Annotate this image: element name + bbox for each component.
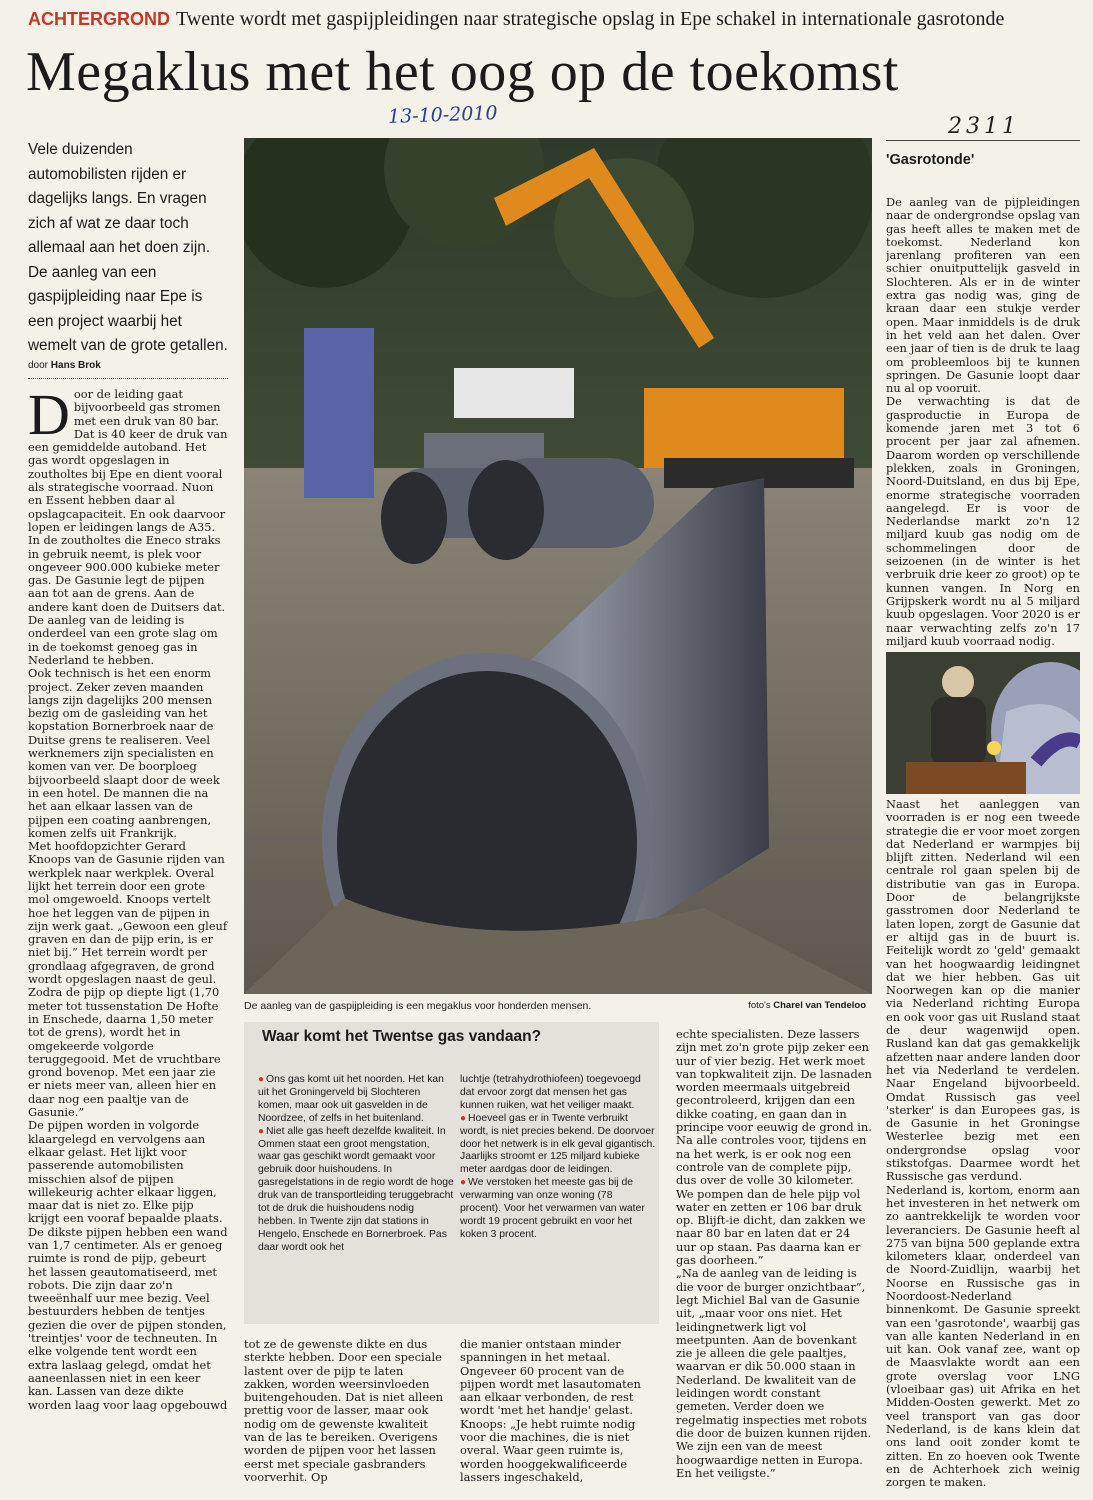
bullet-icon: ● <box>460 1112 467 1124</box>
info-box <box>244 1022 659 1324</box>
info-box-item <box>258 1126 454 1255</box>
article-paragraph: „Na de aanleg van de leiding is die voor de burger onzichtbaar”, legt Michiel Bal van de Gasunie uit, „maar voor ons niet. Het leidingnetwerk ligt vol meetpunten. Aan de bovenkant zie je alleen die gele paaltjes, waarvan er dik 50.000 staan in Nederland. De kwaliteit van de leidingen wordt constant gemeten. Verder doen we regelmatig inspecties met robots die door de buizen kunnen rijden. We zijn een van de meest hoogwaardige netten in Europa. En het veiligste.” <box>676 1266 872 1480</box>
photo-credit <box>748 1000 866 1011</box>
article-column-1 <box>28 388 228 1498</box>
article-column-2a <box>244 1338 444 1498</box>
photo-credit-prefix: foto's <box>748 1000 771 1011</box>
info-box-item-text: We verstoken het meeste gas bij de verwarming van onze woning (78 procent). Voor het verwarmen van water wordt 19 procent gebruikt en voor het koken 3 procent. <box>460 1177 645 1240</box>
sidebar-column-top <box>886 196 1080 648</box>
photo-credit-name: Charel van Tendeloo <box>773 1000 866 1011</box>
handwritten-date: 13-10-2010 <box>387 102 498 128</box>
info-box-item-text: Ons gas komt uit het noorden. Het kan uit het Groningerveld bij Slochteren komen, maar ook uit gasvelden in de Noordzee, of zelfs in het buitenland. <box>258 1074 444 1124</box>
sidebar-title: 'Gasrotonde' <box>886 152 975 168</box>
article-paragraph: Ook technisch is het een enorm project. Zeker zeven maanden langs zijn dagelijks 200 mensen bezig om de gasleiding van het kopstation Bornerbroek naar de Duitse grens te realiseren. Veel werknemers zijn specialisten en komen van ver. De boorploeg bijvoorbeeld slaapt door de week in een hotel. De mannen die na het aan elkaar lassen van de pijpen een coating aanbrengen, komen zelfs uit Frankrijk. <box>28 666 220 840</box>
info-box-continuation: luchtje (tetrahydrothiofeen) toegevoegd dat ervoor zorgt dat mensen het gas kunnen ruiken, wat het veiliger maakt. <box>460 1074 641 1111</box>
byline-rule <box>28 378 228 379</box>
article-paragraph: die manier ontstaan minder spanningen in het metaal. Ongeveer 60 procent van de pijpen wordt met lasautomaten aan elkaar verbonden, de rest wordt 'met het handje' gelast. Knoops: „Je hebt ruimte nodig voor die machines, die is niet overal. Waar geen ruimte is, worden hooggekwalificeerde lassers ingeschakeld, <box>460 1338 641 1484</box>
article-paragraph: oor de leiding gaat bijvoorbeeld gas stromen met een druk van 80 bar. Dat is 40 keer de druk van een gemiddelde autoband. Het gas wordt opgeslagen in zoutholtes bij Epe en dient vooral als strategische voorraad. Nuon en Essent hebben daar al opslagcapaciteit. En ook daarvoor lopen er leidingen langs de A35. <box>28 388 228 534</box>
pipeline-photo-drawing <box>244 138 872 994</box>
article-column-2b <box>460 1338 660 1498</box>
bullet-icon: ● <box>258 1125 265 1137</box>
welder-photo <box>886 652 1080 794</box>
byline-prefix: door <box>28 360 49 371</box>
photo-caption <box>244 1000 872 1012</box>
info-box-item-text: Hoeveel gas er in Twente verbruikt wordt, is niet precies bekend. De doorvoer door het netwerk is in elk geval gigantisch. Jaarlijks stroomt er 125 miljard kubieke meter aardgas door de leidingen. <box>460 1112 656 1176</box>
handwritten-number: 2311 <box>948 114 1020 139</box>
info-box-column-2 <box>460 1074 656 1242</box>
topline-subhead: Twente wordt met gaspijpleidingen naar strategische opslag in Epe schakel in internationale gasrotonde <box>176 8 1005 30</box>
photo-caption-text: De aanleg van de gaspijpleiding is een megaklus voor honderden mensen. <box>244 1000 592 1012</box>
article-paragraph: echte specialisten. Deze lassers zijn met zo'n grote pijp zeker een uur of vier bezig. Het werk moet van topkwaliteit zijn. De lasnaden worden meermaals uitgebreid gecontroleerd, krijgen dan een dikke coating, en gaan dan in principe voor eeuwig de grond in. Na alle controles voor, tijdens en na het werk, is er ook nog een controle van de complete pijp, dus over de volle 30 kilometer. We pompen dan de hele pijp vol water en zetten er 106 bar druk op. Blijft-ie dicht, dan zakken we naar 80 bar en laten dat er 24 uur op staan. Pas daarna kan er gas doorheen.” <box>676 1028 872 1268</box>
info-box-column-1 <box>258 1074 454 1255</box>
article-column-3 <box>676 1028 872 1498</box>
info-box-item <box>258 1074 454 1126</box>
byline <box>28 360 228 371</box>
info-box-item <box>460 1177 656 1242</box>
info-box-item-text: Niet alle gas heeft dezelfde kwaliteit. In Ommen staat een groot mengstation, waar gas geschikt wordt gemaakt voor gebruik door huishoudens. In gasregelstations in de regio wordt de hoge druk van de transportleiding teruggebracht tot de druk die huishoudens nodig hebben. In Twente zijn dat stations in Hengelo, Enschede en Bornerbroek. Pas daar wordt ook het <box>258 1125 454 1253</box>
dropcap: D <box>28 388 70 447</box>
sidebar-column-bottom <box>886 798 1080 1498</box>
sidebar-paragraph: De verwachting is dat de gasproductie in Europa de komende jaren met 3 tot 6 procent per jaar zal afnemen. Daarom worden op verschillende plekken, zoals in Groningen, Noord-Duitsland, en dus bij Epe, enorme strategische voorraden aangelegd. Er is voor de Nederlandse markt zo'n 12 miljard kuub gas nodig om de schommelingen door de seizoenen (in de winter is het verbruik drie keer zo groot) op te kunnen vangen. In Norg en Grijpskerk wordt nu al 5 miljard kuub opgeslagen. Voor 2020 is er naar verwachting zelfs zo'n 17 miljard kuub voorraad nodig. <box>886 394 1080 648</box>
sidebar-rule <box>886 140 1080 141</box>
byline-author: Hans Brok <box>50 360 101 371</box>
article-paragraph: tot ze de gewenste dikte en dus sterkte hebben. Door een speciale lastent over de pijp te laten zakken, worden weersinvloeden buitengehouden. Dat is niet alleen prettig voor de lasser, maar ook nodig om de gewenste kwaliteit van de las te bereiken. Overigens worden de pijpen voor het lassen eerst met speciale gasbranders voorverhit. Op <box>244 1338 444 1484</box>
bullet-icon: ● <box>258 1074 265 1085</box>
topline <box>28 8 1080 34</box>
bullet-icon: ● <box>460 1177 467 1189</box>
welder-photo-drawing <box>886 652 1080 794</box>
article-paragraph: Met hoofdopzichter Gerard Knoops van de Gasunie rijden van werkplek naar werkplek. Overal lijkt het terrein door een grote mol omgewoeld. Knoops vertelt hoe het leggen van de pijpen in zijn werk gaat. „Gewoon een gleuf graven en dan de pijp erin, is er niet bij.” Het terrein wordt per grondlaag afgegraven, de grond wordt opgeslagen naast de geul. Zodra de pijp op diepte ligt (1,70 meter tot tussenstation De Hofte in Enschede, daarna 1,50 meter tot de grens), wordt het in omgekeerde volgorde teruggegooid. Met de vruchtbare grond bovenop. Met een jaar zie er niets meer van, alleen hier en daar nog een paaltje van de Gasunie.” <box>28 839 228 1120</box>
sidebar-paragraph: De aanleg van de pijpleidingen naar de ondergrondse opslag van gas heeft alles te maken met de toekomst. Nederland kon jarenlang profiteren van een schier onuitputtelijk gasveld in Slochteren. Als er in de winter extra gas nodig was, ging de kraan daar een stukje verder open. Maar inmiddels is de druk in het veld aan het dalen. Over een jaar of tien is de druk te laag om probleemloos bij te kunnen springen. De Gasunie loopt daar nu al op vooruit. <box>886 196 1080 396</box>
headline: Megaklus met het oog op de toekomst <box>26 41 899 103</box>
info-box-title: Waar komt het Twentse gas vandaan? <box>262 1028 542 1045</box>
sidebar-paragraph: Nederland is, kortom, enorm aan het investeren in het netwerk om zo aantrekkelijk te worden voor leveranciers. De Gasunie heeft al 275 van bijna 500 geplande extra kilometers klaar, onderdeel van de Noord-Zuidlijn, waarbij het Noorse en Russische gas in Noordoost-Nederland binnenkomt. De Gasunie spreekt van een 'gasrotonde', waarbij gas van alle kanten Nederland in en uit kan. Ook vanaf zee, want op de Maasvlakte wordt aan een grote overslag voor LNG (vloeibaar gas) uit Afrika en het Midden-Oosten gewerkt. Met zo veel transport van gas door Nederland, is de kans klein dat ons land ooit zonder komt te zitten. En zo hoeven ook Twente en de Achterhoek zich weinig zorgen te maken. <box>886 1182 1080 1490</box>
section-kicker: ACHTERGROND <box>28 9 170 29</box>
article-paragraph: De pijpen worden in volgorde klaargelegd en vervolgens aan elkaar gelast. Het lijkt voor passerende automobilisten misschien alsof de pijpen willekeurig achter elkaar liggen, maar dat is niet zo. Elke pijp krijgt een vooraf bepaalde plaats. De dikste pijpen hebben een wand van 1,7 centimeter. Als er genoeg ruimte is rond de pijp, gebeurt het lassen geautomatiseerd, met robots. Die zijn daar zo'n tweeënhalf uur mee bezig. Veel bestuurders hebben de tentjes gezien die over de pijpen stonden, 'treintjes' voor de techneuten. In elke volgende tent wordt een extra laslaag gelegd, omdat het aaneenlassen niet in een keer kan. Lassen van deze dikte worden laag voor laag opgebouwd <box>28 1118 228 1412</box>
article-paragraph: In de zoutholtes die Eneco straks in gebruik neemt, is plek voor ongeveer 900.000 kubieke meter gas. De Gasunie legt de pijpen aan tot aan de grens. Aan de andere kant doen de Duitsers dat. De aanleg van de leiding is onderdeel van een grote slag om in de toekomst genoeg gas in Nederland te hebben. <box>28 533 226 667</box>
pipeline-photo <box>244 138 872 994</box>
info-box-item <box>460 1113 656 1178</box>
intro-paragraph: Vele duizenden automobilisten rijden er dagelijks langs. En vragen zich af wat ze daar toch allemaal aan het doen zijn. De aanleg van een gaspijpleiding naar Epe is een project waarbij het wemelt van de grote getallen. <box>28 141 228 354</box>
sidebar-paragraph: Naast het aanleggen van voorraden is er nog een tweede strategie die er voor moet zorgen dat Nederland er warmpjes bij blijft zitten. Nederland wil een centrale rol gaan spelen bij de distributie van gas in Europa. Door de belangrijkste gasstromen door Nederland te laten lopen, zorgt de Gasunie dat er altijd gas in de buurt is. Feitelijk wordt zo 'geld' gemaakt van het hoogwaardig leidingnet dat we hier hebben. Gas uit Noorwegen kan op die manier via Nederland richting Europa en ook voor gas uit Rusland staat de deur wagenwijd open. Rusland kan dat gas gemakkelijk afzetten naar andere landen door het via Nederland te verdelen. Naar Engeland bijvoorbeeld. Omdat Russisch gas veel 'sterker' is dan Europees gas, is de Gasunie in het Groningse Westerlee bezig met een ondergrondse opslag voor stikstofgas. Daarmee wordt het Russische gas verdund. <box>886 798 1080 1184</box>
